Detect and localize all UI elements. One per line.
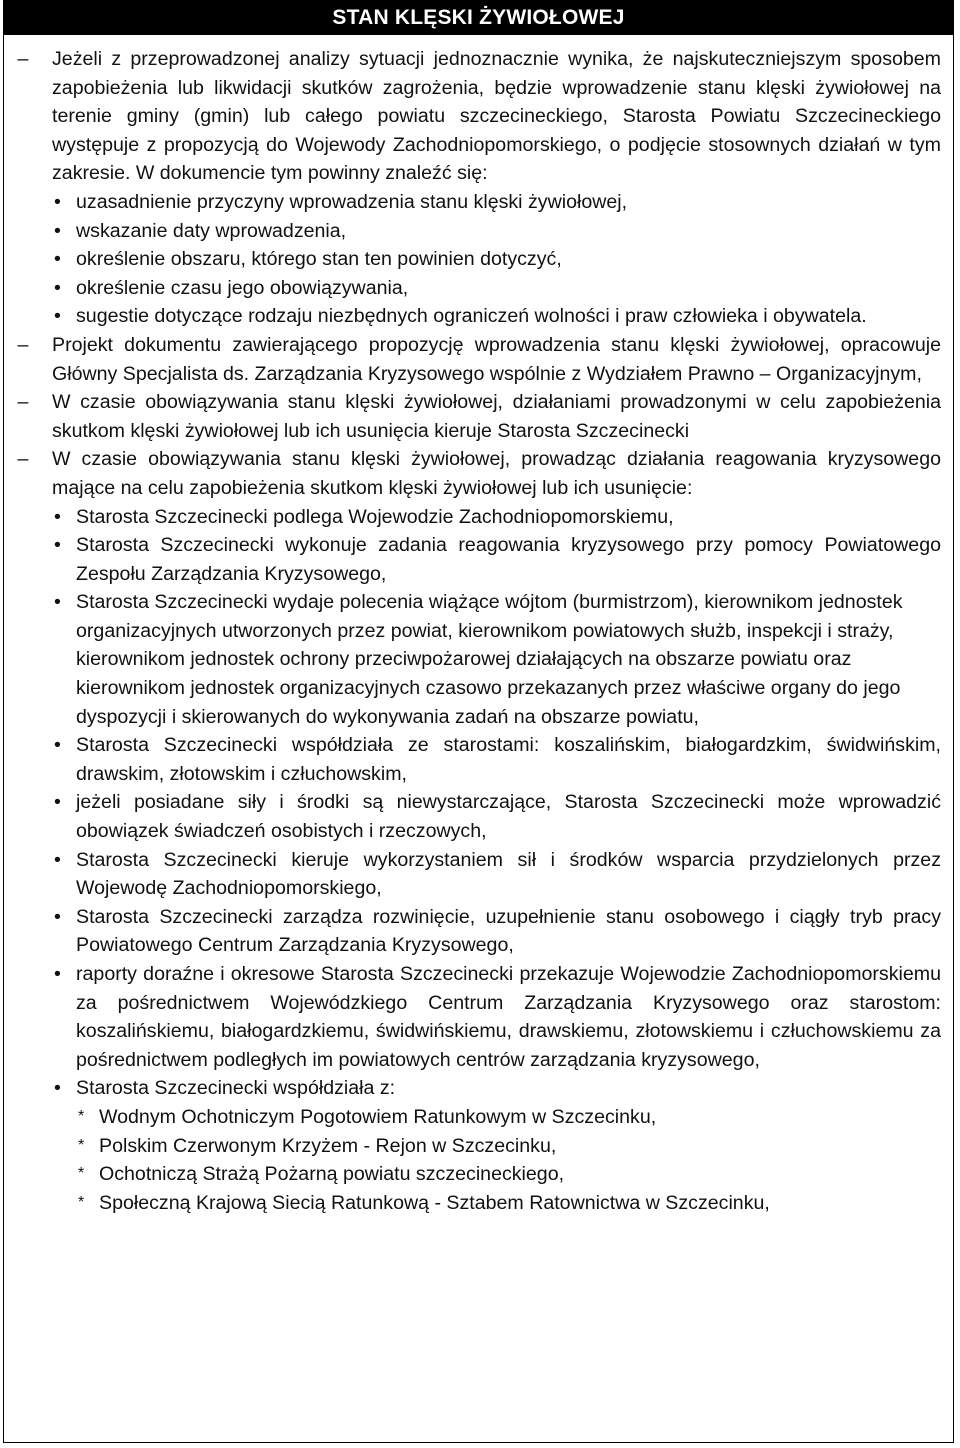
sub-list-item: [16, 531, 941, 588]
sub-item-text: Starosta Szczecinecki zarządza rozwinięcie, uzupełnienie stanu osobowego i ciągły tryb pracy Powiatowego Centrum Zarządzania Kryzysowego,: [76, 905, 941, 957]
partner-text: Społeczną Krajową Siecią Ratunkową - Sztabem Ratownictwa w Szczecinku,: [99, 1191, 770, 1214]
partner-item: [16, 1132, 941, 1161]
sub-item-text: jeżeli posiadane siły i środki są niewystarczające, Starosta Szczecinecki może wprowadzić obowiązek świadczeń osobistych i rzeczowych,: [76, 791, 941, 843]
document-frame: [3, 0, 954, 1443]
asterisk-marker: *: [78, 1107, 85, 1125]
partner-item: [16, 1103, 941, 1132]
sub-list-item: [16, 903, 941, 960]
partner-item: [16, 1189, 941, 1218]
bullet-marker: •: [54, 276, 61, 299]
sub-list-item: [16, 274, 941, 303]
sub-item-text: Starosta Szczecinecki współdziała z:: [76, 1077, 396, 1100]
dash-marker: –: [17, 391, 29, 414]
sub-item-text: Starosta Szczecinecki współdziała ze starostami: koszalińskim, białogardzkim, świdwińskim, drawskim, złotowskim i człuchowskim,: [76, 734, 941, 785]
bullet-marker: •: [54, 305, 61, 328]
bullet-marker: •: [54, 534, 61, 557]
sub-list-item: [16, 302, 941, 331]
sub-item-text: sugestie dotyczące rodzaju niezbędnych ograniczeń wolności i praw człowieka i obywatela.: [76, 305, 867, 328]
sub-list-item: [16, 846, 941, 903]
sub-list-item: [16, 245, 941, 274]
paragraph-text: Jeżeli z przeprowadzonej analizy sytuacji jednoznacznie wynika, że najskuteczniejszym sposobem zapobieżenia lub likwidacji skutków zagrożenia, będzie wprowadzenie stanu klęski żywiołowej na terenie gminy (gmin) lub całego powiatu szczecineckiego, Starosta Powiatu Szczecineckiego występuje z propozycją do Wojewody Zachodniopomorskiego, o podjęcie stosownych działań w tym zakresie. W dokumencie tym powinny znaleźć się:: [52, 48, 941, 185]
bullet-marker: •: [54, 248, 61, 271]
page-title: STAN KLĘSKI ŻYWIOŁOWEJ: [4, 1, 953, 35]
list-item: [16, 445, 941, 502]
partner-text: Polskim Czerwonym Krzyżem - Rejon w Szczecinku,: [99, 1134, 557, 1157]
sub-list-item: [16, 188, 941, 217]
dash-marker: –: [17, 448, 29, 471]
sub-item-text: raporty doraźne i okresowe Starosta Szczecinecki przekazuje Wojewodzie Zachodniopomorskiemu za pośrednictwem Wojewódzkiego Centrum Zarządzania Kryzysowego oraz starostom: koszalińskiemu, białogardzkiemu, świdwińskiemu, drawskiemu, złotowskiemu i człuchowskiemu za pośrednictwem podległych im powiatowych centrów zarządzania kryzysowego,: [76, 963, 941, 1071]
bullet-marker: •: [54, 1077, 61, 1100]
sub-item-text: określenie obszaru, którego stan ten powinien dotyczyć,: [76, 248, 562, 271]
sub-item-text: uzasadnienie przyczyny wprowadzenia stanu klęski żywiołowej,: [76, 190, 628, 213]
sub-list-item: [16, 588, 941, 731]
asterisk-marker: *: [78, 1165, 85, 1183]
bullet-marker: •: [54, 791, 61, 814]
partner-text: Ochotniczą Strażą Pożarną powiatu szczecineckiego,: [99, 1163, 565, 1186]
paragraph-text: W czasie obowiązywania stanu klęski żywiołowej, działaniami prowadzonymi w celu zapobieżenia skutkom klęski żywiołowej lub ich usunięcia kieruje Starosta Szczecinecki: [52, 391, 941, 442]
bullet-marker: •: [54, 848, 61, 871]
partner-item: [16, 1160, 941, 1189]
sub-item-text: Starosta Szczecinecki podlega Wojewodzie Zachodniopomorskiemu,: [76, 505, 674, 528]
bullet-marker: •: [54, 905, 61, 928]
asterisk-marker: *: [78, 1136, 85, 1154]
partner-text: Wodnym Ochotniczym Pogotowiem Ratunkowym w Szczecinku,: [99, 1105, 657, 1128]
sub-item-text: określenie czasu jego obowiązywania,: [76, 276, 409, 299]
sub-list-item: [16, 788, 941, 845]
asterisk-marker: *: [78, 1193, 85, 1211]
bullet-marker: •: [54, 219, 61, 242]
sub-list-item: [16, 1074, 941, 1103]
bullet-marker: •: [54, 591, 61, 614]
list-item: [16, 331, 941, 388]
sub-item-text: Starosta Szczecinecki wydaje polecenia wiążące wójtom (burmistrzom), kierownikom jednostek organizacyjnych utworzonych przez powiat, kierownikom powiatowych służb, inspekcji i straży, kierownikom jednostek ochrony przeciwpożarowej działających na obszarze powiatu oraz kierownikom jednostek organizacyjnych czasowo przekazanych przez właściwe organy do jego dyspozycji i skierowanych do wykonywania zadań na obszarze powiatu,: [76, 591, 903, 728]
bullet-marker: •: [54, 190, 61, 213]
paragraph-text: Projekt dokumentu zawierającego propozycję wprowadzenia stanu klęski żywiołowej, opracowuje Główny Specjalista ds. Zarządzania Kryzysowego wspólnie z Wydziałem Prawno – Organizacyjnym,: [52, 333, 941, 385]
dash-marker: –: [17, 48, 29, 70]
sub-item-text: Starosta Szczecinecki kieruje wykorzystaniem sił i środków wsparcia przydzielonych przez Wojewodę Zachodniopomorskiego,: [76, 848, 941, 900]
bullet-marker: •: [54, 505, 61, 528]
document-body: [4, 35, 953, 1217]
bullet-marker: •: [54, 963, 61, 985]
sub-item-text: Starosta Szczecinecki wykonuje zadania reagowania kryzysowego przy pomocy Powiatowego Zespołu Zarządzania Kryzysowego,: [76, 534, 941, 585]
sub-list-item: [16, 731, 941, 788]
sub-list-item: [16, 217, 941, 246]
dash-marker: –: [17, 333, 29, 356]
list-item: [16, 388, 941, 445]
sub-list-item: [16, 503, 941, 532]
bullet-marker: •: [54, 734, 61, 757]
paragraph-text: W czasie obowiązywania stanu klęski żywiołowej, prowadząc działania reagowania kryzysowego mające na celu zapobieżenia skutkom klęski żywiołowej lub ich usunięcie:: [52, 448, 941, 499]
sub-list-item: [16, 960, 941, 1074]
sub-item-text: wskazanie daty wprowadzenia,: [76, 219, 347, 242]
list-item: [16, 45, 941, 188]
